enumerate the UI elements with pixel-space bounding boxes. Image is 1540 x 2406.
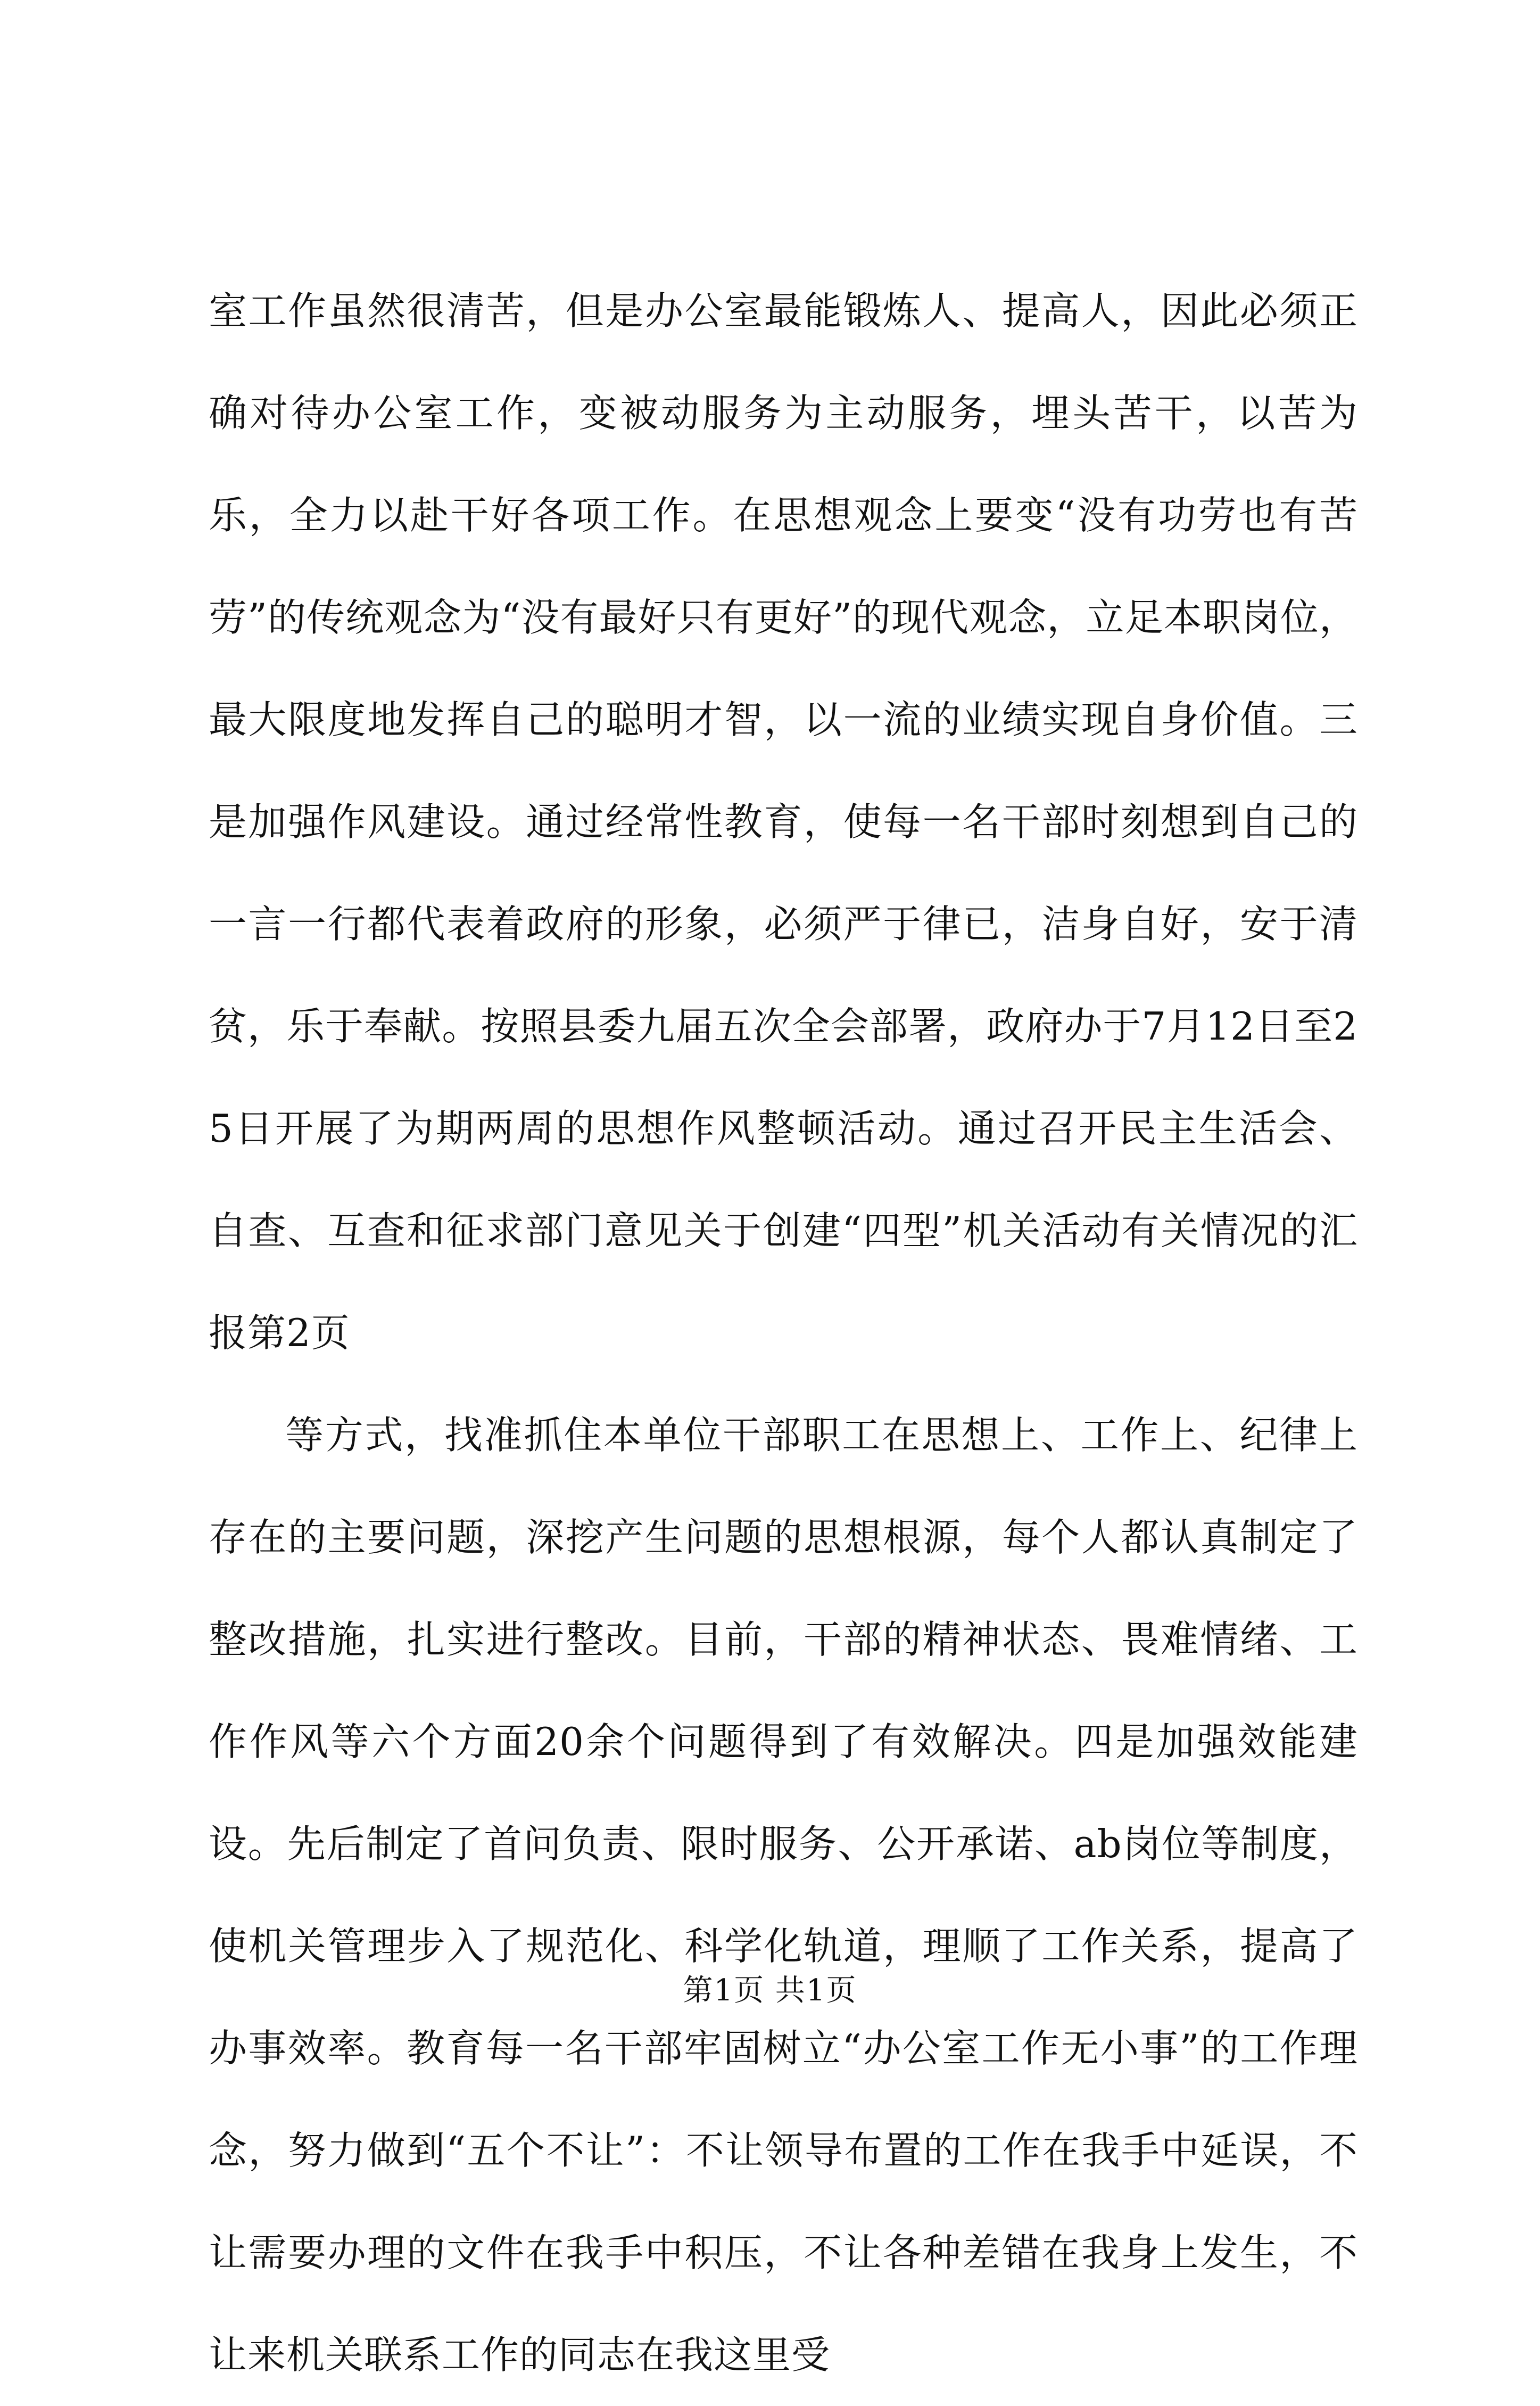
paragraph-2: 等方式，找准抓住本单位干部职工在思想上、工作上、纪律上存在的主要问题，深挖产生问题的思想根源，每个人都认真制定了整改措施，扎实进行整改。目前，干部的精神状态、畏难情绪、工作作风等六个方面20余个问题得到了有效解决。四是加强效能建设。先后制定了首问负责、限时服务、公开承诺、ab岗位等制度，使机关管理步入了规范化、科学化轨道，理顺了工作关系，提高了办事效率。教育每一名干部牢固树立“办公室工作无小事”的工作理念，努力做到“五个不让”：不让领导布置的工作在我手中延误，不让需要办理的文件在我手中积压，不让各种差错在我身上发生，不让来机关联系工作的同志在我这里受: [209, 1413, 1358, 2377]
paragraph-1: 室工作虽然很清苦，但是办公室最能锻炼人、提高人，因此必须正确对待办公室工作，变被动服务为主动服务，埋头苦干，以苦为乐，全力以赴干好各项工作。在思想观念上要变“没有功劳也有苦劳”的传统观念为“没有最好只有更好”的现代观念，立足本职岗位，最大限度地发挥自己的聪明才智，以一流的业绩实现自身价值。三是加强作风建设。通过经常性教育，使每一名干部时刻想到自己的一言一行都代表着政府的形象，必须严于律已，洁身自好，安于清贫，乐于奉献。按照县委九届五次全会部署，政府办于7月12日至25日开展了为期两周的思想作风整顿活动。通过召开民主生活会、自查、互查和征求部门意见关于创建“四型”机关活动有关情况的汇报第2页: [209, 289, 1358, 1355]
page-footer: 第1页 共1页: [683, 1973, 857, 2008]
document-body: [209, 260, 1358, 2406]
